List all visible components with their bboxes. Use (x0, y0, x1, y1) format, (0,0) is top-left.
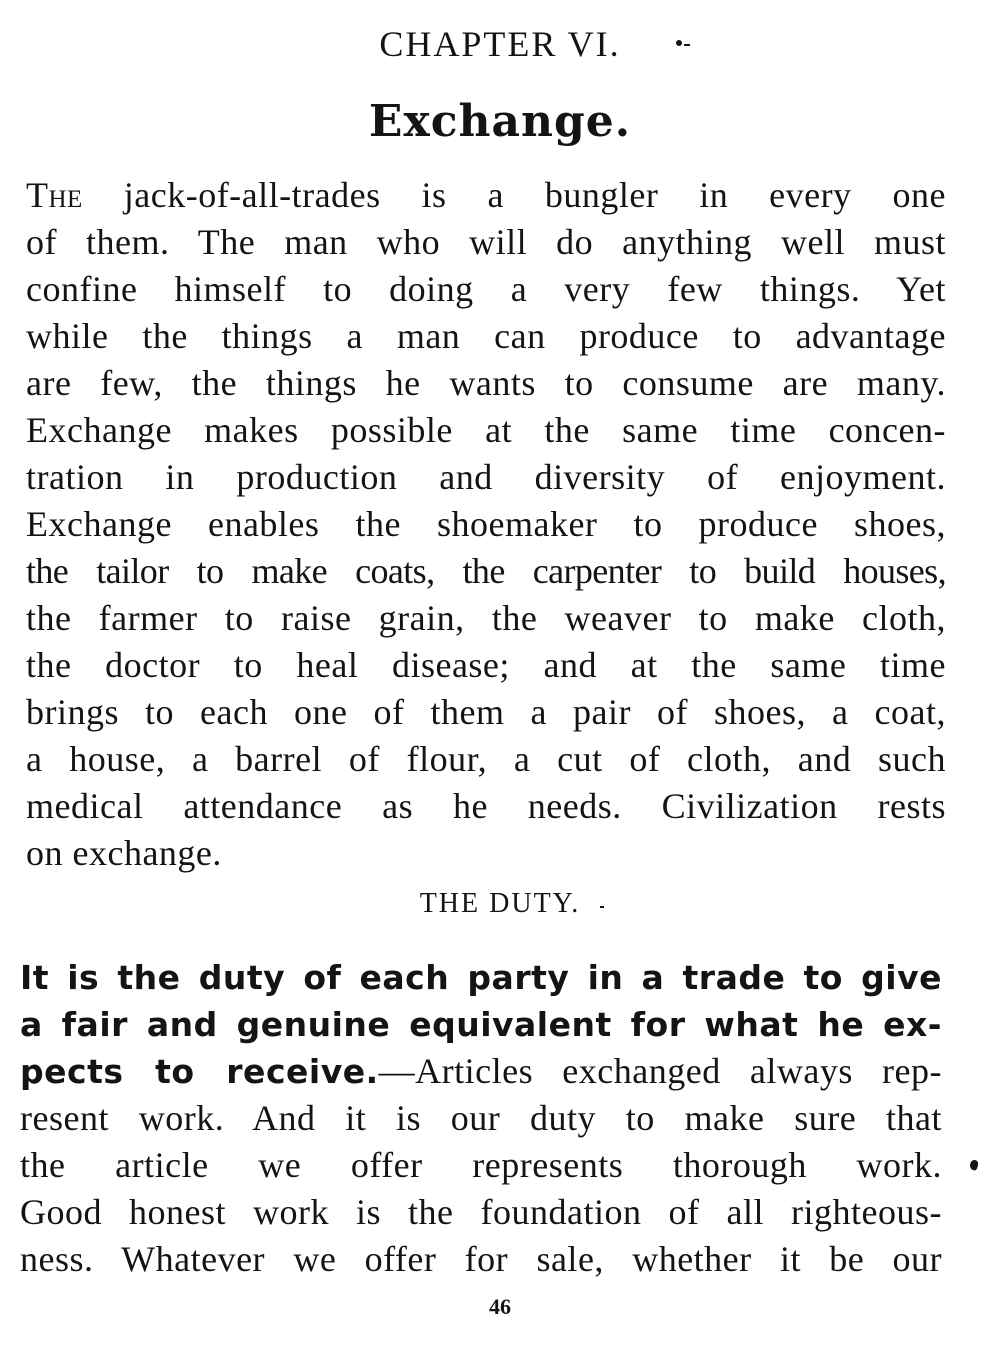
paragraph-line (20, 1189, 942, 1236)
paragraph-line (20, 1001, 942, 1048)
drop-lead-word: The (26, 175, 83, 215)
paragraph-line: confine himself to doing a very few things. Yet (26, 269, 946, 309)
paragraph-line: the farmer to raise grain, the weaver to make cloth, (26, 598, 946, 638)
paragraph-line: the doctor to heal disease; and at the same time (26, 645, 946, 685)
paragraph-line (20, 1048, 942, 1095)
paragraph-line: Exchange enables the shoemaker to produce shoes, (26, 504, 946, 544)
stray-ink-mark (600, 906, 604, 908)
paragraph-line (26, 172, 946, 219)
bold-text: a fair and genuine equivalent for what he ex- (20, 1005, 942, 1044)
paragraph-line: are few, the things he wants to consume are many. (26, 363, 946, 403)
line-text: Good honest work is the foundation of all righteous- (20, 1192, 942, 1232)
margin-ink-mark (969, 1159, 980, 1171)
paragraph-line: brings to each one of them a pair of shoes, a coat, (26, 692, 946, 732)
paragraph-line: while the things a man can produce to advantage (26, 316, 946, 356)
paragraph-line: tration in production and diversity of enjoyment. (26, 457, 946, 497)
duty-paragraph (20, 954, 942, 1283)
paragraph-line: a house, a barrel of flour, a cut of cloth, and such (26, 739, 946, 779)
line-text: the article we offer represents thorough work. (20, 1145, 942, 1185)
line-text: —Articles exchanged always rep- (378, 1051, 943, 1091)
paragraph-line (20, 1236, 942, 1283)
chapter-heading: CHAPTER VI. (379, 24, 621, 64)
paragraph-line (20, 1095, 942, 1142)
line-text: jack-of-all-trades is a bungler in every one (82, 175, 946, 215)
paragraph-line: of them. The man who will do anything well must (26, 222, 946, 262)
bold-text: pects to receive. (20, 1052, 379, 1091)
stray-ink-mark (684, 44, 690, 46)
line-text: ness. Whatever we offer for sale, whether it be our (20, 1239, 942, 1279)
intro-paragraph (26, 172, 946, 877)
paragraph-line: on exchange. (26, 833, 222, 873)
page-number: 46 (489, 1294, 511, 1319)
chapter-title: Exchange. (368, 96, 632, 147)
paragraph-line: medical attendance as he needs. Civilization rests (26, 786, 946, 826)
paragraph-line (20, 1142, 942, 1189)
bold-text: It is the duty of each party in a trade to give (20, 958, 942, 997)
line-text: resent work. And it is our duty to make sure that (20, 1098, 942, 1138)
paragraph-line: Exchange makes possible at the same time concen- (26, 410, 946, 450)
paragraph-line: the tailor to make coats, the carpenter to build houses, (26, 551, 946, 591)
paragraph-line (20, 954, 942, 1001)
stray-ink-mark (676, 40, 682, 46)
section-heading: THE DUTY. (419, 888, 581, 919)
